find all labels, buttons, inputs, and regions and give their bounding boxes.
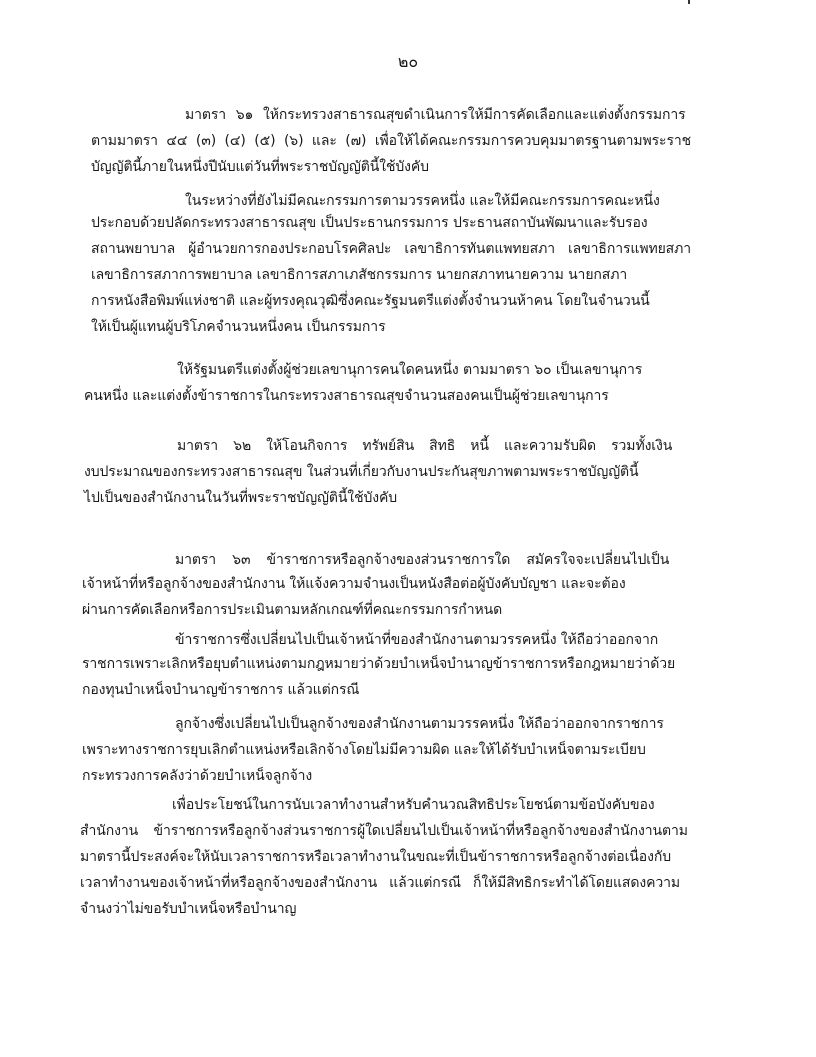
- text-line: การหนังสือพิมพ์แห่งชาติ และผู้ทรงคุณวุฒิซึ่งคณะรัฐมนตรีแต่งตั้งจำนวนห้าคน โดยในจำนวนนี้: [91, 293, 650, 309]
- text-line: งบประมาณของกระทรวงสาธารณสุข ในส่วนที่เกี่ยวกับงานประกันสุขภาพตามพระราชบัญญัตินี้: [84, 464, 639, 480]
- text-line: ไปเป็นของสำนักงานในวันที่พระราชบัญญัตินี้ใช้บังคับ: [84, 490, 398, 506]
- text-line: ในระหว่างที่ยังไม่มีคณะกรรมการตามวรรคหนึ่ง และให้มีคณะกรรมการคณะหนึ่ง: [185, 193, 660, 209]
- text-line: กระทรวงการคลังว่าด้วยบำเหน็จลูกจ้าง: [82, 768, 313, 784]
- text-line: ผ่านการคัดเลือกหรือการประเมินตามหลักเกณฑ์ที่คณะกรรมการกำหนด: [82, 602, 503, 618]
- text-line: เพราะทางราชการยุบเลิกตำแหน่งหรือเลิกจ้างโดยไม่มีความผิด และให้ได้รับบำเหน็จตามระเบียบ: [82, 742, 646, 758]
- text-line: คนหนึ่ง และแต่งตั้งข้าราชการในกระทรวงสาธารณสุขจำนวนสองคนเป็นผู้ช่วยเลขานุการ: [84, 388, 609, 404]
- text-line: มาตรา ๖๒ ให้โอนกิจการ ทรัพย์สิน สิทธิ หนี้ และความรับผิด รวมทั้งเงิน: [177, 438, 673, 454]
- text-line: เลขาธิการสภาการพยาบาล เลขาธิการสภาเภสัชกรรมการ นายกสภาทนายความ นายกสภา: [91, 267, 628, 283]
- text-line: มาตรา ๖๓ ข้าราชการหรือลูกจ้างของส่วนราชการใด สมัครใจจะเปลี่ยนไปเป็น: [175, 552, 670, 568]
- text-line: ราชการเพราะเลิกหรือยุบตำแหน่งตามกฎหมายว่าด้วยบำเหน็จบำนาญข้าราชการหรือกฎหมายว่าด้วย: [82, 656, 676, 672]
- text-line: บัญญัตินี้ภายในหนึ่งปีนับแต่วันที่พระราชบัญญัตินี้ใช้บังคับ: [91, 159, 429, 175]
- text-line: เจ้าหน้าที่หรือลูกจ้างของสำนักงาน ให้แจ้งความจำนงเป็นหนังสือต่อผู้บังคับบัญชา และจะต้อง: [82, 576, 626, 592]
- text-line: เพื่อประโยชน์ในการนับเวลาทำงานสำหรับคำนวณสิทธิประโยชน์ตามข้อบังคับของ: [172, 797, 655, 813]
- text-line: ตามมาตรา ๔๔ (๓) (๔) (๕) (๖) และ (๗) เพื่อให้ได้คณะกรรมการควบคุมมาตรฐานตามพระราช: [91, 133, 692, 149]
- text-line: ให้รัฐมนตรีแต่งตั้งผู้ช่วยเลขานุการคนใดคนหนึ่ง ตามมาตรา ๖๐ เป็นเลขานุการ: [177, 362, 643, 378]
- text-line: ข้าราชการซึ่งเปลี่ยนไปเป็นเจ้าหน้าที่ของสำนักงานตามวรรคหนึ่ง ให้ถือว่าออกจาก: [175, 632, 659, 648]
- text-line: สถานพยาบาล ผู้อำนวยการกองประกอบโรคศิลปะ เลขาธิการทันตแพทยสภา เลขาธิการแพทยสภา: [91, 241, 692, 257]
- scan-mark: [688, 0, 690, 4]
- text-line: จำนงว่าไม่ขอรับบำเหน็จหรือบำนาญ: [80, 901, 297, 917]
- text-line: ลูกจ้างซึ่งเปลี่ยนไปเป็นลูกจ้างของสำนักงานตามวรรคหนึ่ง ให้ถือว่าออกจากราชการ: [175, 716, 664, 732]
- text-line: ประกอบด้วยปลัดกระทรวงสาธารณสุข เป็นประธานกรรมการ ประธานสถาบันพัฒนาและรับรอง: [91, 215, 648, 231]
- text-line: ให้เป็นผู้แทนผู้บริโภคจำนวนหนึ่งคน เป็นกรรมการ: [91, 319, 386, 335]
- text-line: มาตรา ๖๑ ให้กระทรวงสาธารณสุขดำเนินการให้มีการคัดเลือกและแต่งตั้งกรรมการ: [185, 107, 686, 123]
- page-number: ๒๐: [397, 52, 419, 71]
- text-line: สำนักงาน ข้าราชการหรือลูกจ้างส่วนราชการผู้ใดเปลี่ยนไปเป็นเจ้าหน้าที่หรือลูกจ้างของสำนักงานตาม: [80, 823, 688, 839]
- text-line: มาตรานี้ประสงค์จะให้นับเวลาราชการหรือเวลาทำงานในขณะที่เป็นข้าราชการหรือลูกจ้างต่อเนื่องกับ: [80, 849, 671, 865]
- text-line: เวลาทำงานของเจ้าหน้าที่หรือลูกจ้างของสำนักงาน แล้วแต่กรณี ก็ให้มีสิทธิกระทำได้โดยแสดงความ: [80, 875, 680, 891]
- text-line: กองทุนบำเหน็จบำนาญข้าราชการ แล้วแต่กรณี: [82, 682, 360, 698]
